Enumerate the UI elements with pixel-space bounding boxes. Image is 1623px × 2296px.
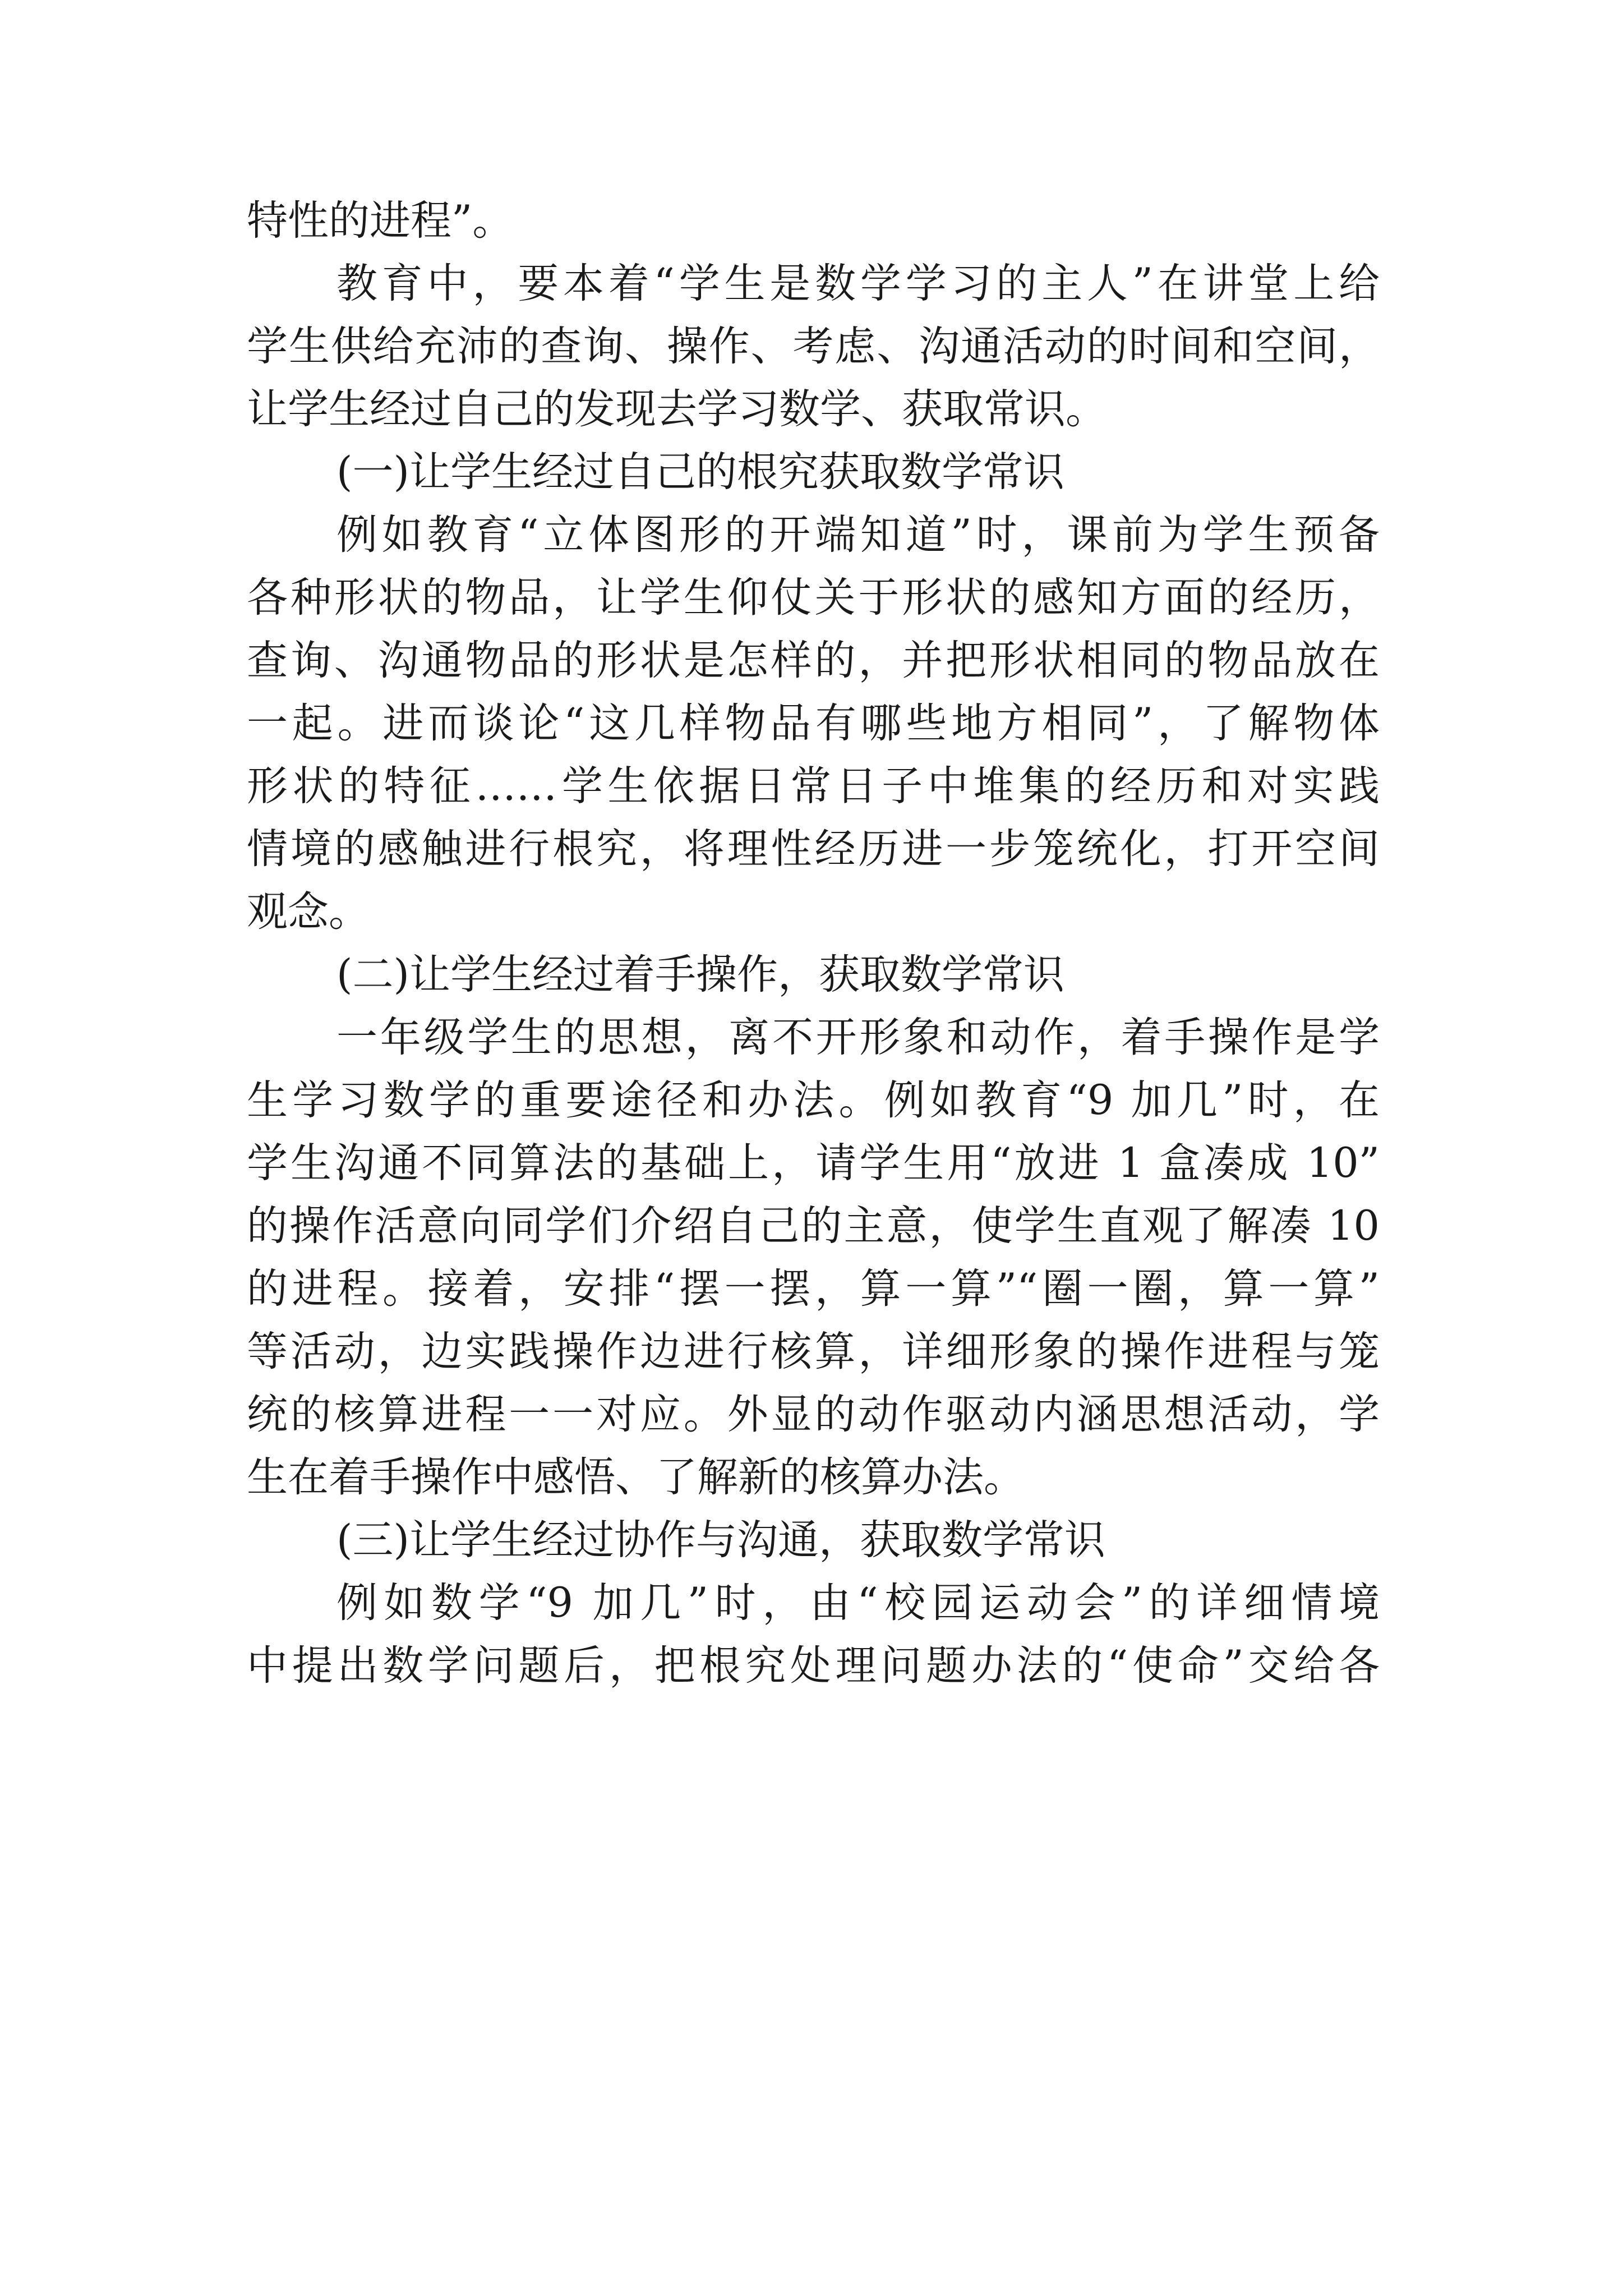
paragraph-line: 查询、沟通物品的形状是怎样的，并把形状相同的物品放在	[247, 637, 1380, 684]
paragraph-line: 等活动，边实践操作边进行核算，详细形象的操作进程与笼	[247, 1328, 1380, 1375]
paragraph-line: 生学习数学的重要途径和办法。例如教育“9 加几”时，在	[247, 1076, 1380, 1124]
paragraph-line: 教育中，要本着“学生是数学学习的主人”在讲堂上给	[336, 260, 1380, 307]
section-heading-1: (一)让学生经过自己的根究获取数学常识	[336, 448, 1064, 496]
paragraph-line: 各种形状的物品，让学生仰仗关于形状的感知方面的经历，	[247, 574, 1380, 622]
paragraph-line: 学生供给充沛的查询、操作、考虑、沟通活动的时间和空间，	[247, 323, 1380, 370]
paragraph-line: 的进程。接着，安排“摆一摆，算一算”“圈一圈，算一算”	[247, 1265, 1380, 1313]
paragraph-line: 情境的感触进行根究，将理性经历进一步笼统化，打开空间	[247, 825, 1380, 873]
paragraph-line: 一年级学生的思想，离不开形象和动作，着手操作是学	[336, 1014, 1380, 1061]
paragraph-line: 的操作活意向同学们介绍自己的主意，使学生直观了解凑 10	[247, 1202, 1380, 1250]
paragraph-line: 例如数学“9 加几”时，由“校园运动会”的详细情境	[336, 1579, 1380, 1627]
document-page	[247, 190, 1380, 1697]
paragraph-line: 统的核算进程一一对应。外显的动作驱动内涵思想活动，学	[247, 1391, 1380, 1438]
section-heading-3: (三)让学生经过协作与沟通，获取数学常识	[336, 1516, 1105, 1564]
section-heading-2: (二)让学生经过着手操作，获取数学常识	[336, 951, 1064, 999]
paragraph-line: 一起。进而谈论“这几样物品有哪些地方相同”，了解物体	[247, 700, 1380, 747]
paragraph-line: 生在着手操作中感悟、了解新的核算办法。	[247, 1453, 1025, 1501]
paragraph-line: 形状的特征……学生依据日常日子中堆集的经历和对实践	[247, 762, 1380, 810]
paragraph-line: 特性的进程”。	[247, 197, 514, 245]
paragraph-line: 例如教育“立体图形的开端知道”时，课前为学生预备	[336, 511, 1380, 559]
paragraph-line: 学生沟通不同算法的基础上，请学生用“放进 1 盒凑成 10”	[247, 1139, 1380, 1187]
paragraph-line: 让学生经过自己的发现去学习数学、获取常识。	[247, 385, 1106, 433]
paragraph-line: 观念。	[247, 888, 370, 936]
paragraph-line: 中提出数学问题后，把根究处理问题办法的“使命”交给各	[247, 1642, 1380, 1690]
